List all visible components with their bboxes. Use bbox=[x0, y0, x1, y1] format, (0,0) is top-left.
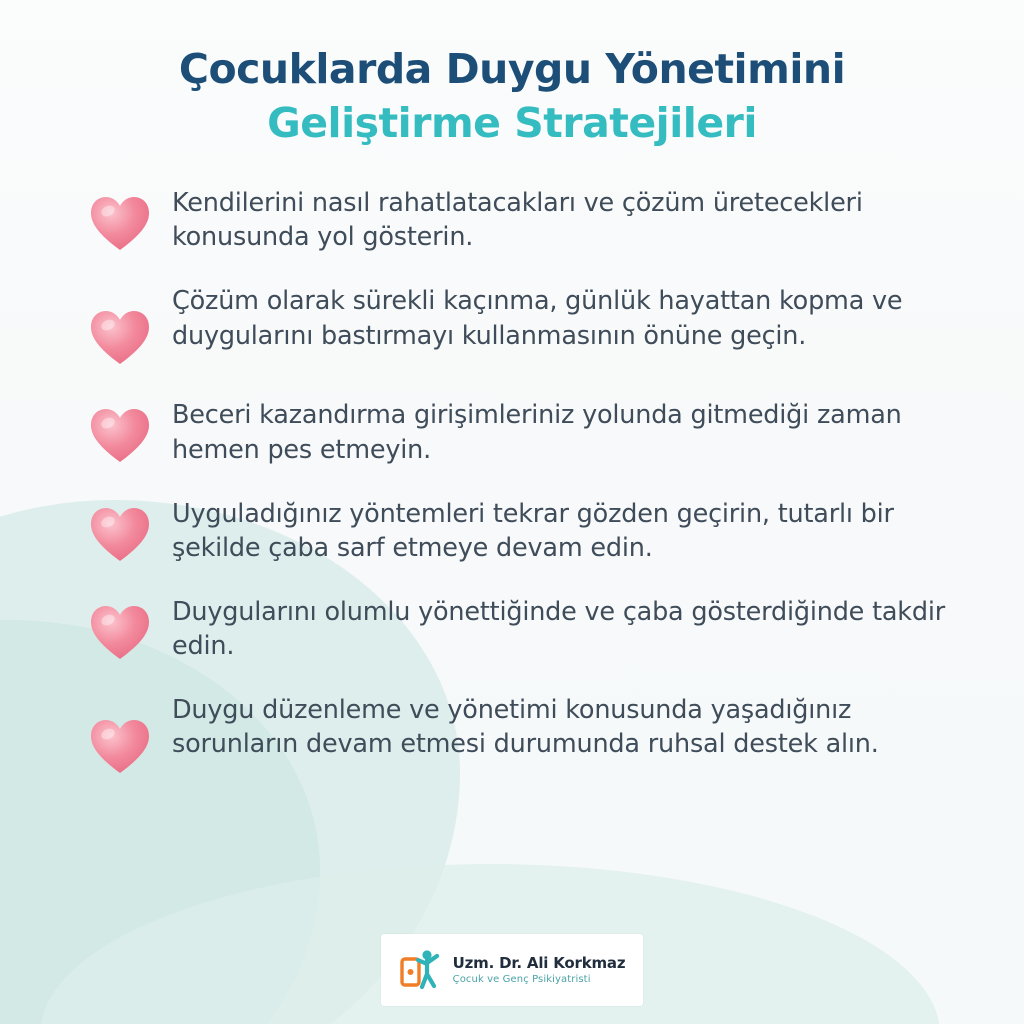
heart-icon bbox=[88, 406, 152, 466]
list-item-text: Beceri kazandırma girişimleriniz yolunda gitmediği zaman hemen pes etmeyin. bbox=[172, 400, 902, 465]
heart-icon bbox=[88, 717, 152, 777]
list-item-text: Duygu düzenleme ve yönetimi konusunda yaşadığınız sorunların devam etmesi durumunda ruhsal destek alın. bbox=[172, 695, 879, 760]
logo-subtitle: Çocuk ve Genç Psikiyatristi bbox=[452, 974, 591, 985]
list-item bbox=[88, 497, 962, 565]
list-item bbox=[88, 398, 962, 466]
logo-text bbox=[453, 954, 626, 986]
list-item bbox=[88, 693, 962, 777]
child-figure-icon bbox=[399, 947, 443, 993]
list-item-text: Çözüm olarak sürekli kaçınma, günlük hayattan kopma ve duygularını bastırmayı kullanmasının önüne geçin. bbox=[172, 286, 903, 351]
list-item-text: Duygularını olumlu yönettiğinde ve çaba gösterdiğinde takdir edin. bbox=[172, 596, 946, 662]
list-item-text: Uyguladığınız yöntemleri tekrar gözden geçirin, tutarlı bir şekilde çaba sarf etmeye devam edin. bbox=[172, 498, 894, 563]
logo bbox=[381, 934, 643, 1006]
list-item-text: Kendilerini nasıl rahatlatacakları ve çözüm üretecekleri konusunda yol gösterin. bbox=[172, 188, 863, 253]
heart-icon bbox=[88, 194, 152, 254]
title-line-primary: Çocuklarda Duygu Yönetimini bbox=[178, 45, 846, 93]
tips-list bbox=[46, 186, 978, 777]
heart-icon bbox=[88, 505, 152, 565]
heart-icon bbox=[88, 308, 152, 368]
logo-name: Uzm. Dr. Ali Korkmaz bbox=[452, 954, 626, 972]
title-line-accent: Geliştirme Stratejileri bbox=[267, 99, 757, 148]
list-item bbox=[88, 186, 962, 254]
list-item bbox=[88, 284, 962, 368]
heart-icon bbox=[88, 603, 152, 663]
list-item bbox=[88, 595, 962, 663]
page-title bbox=[46, 44, 978, 148]
